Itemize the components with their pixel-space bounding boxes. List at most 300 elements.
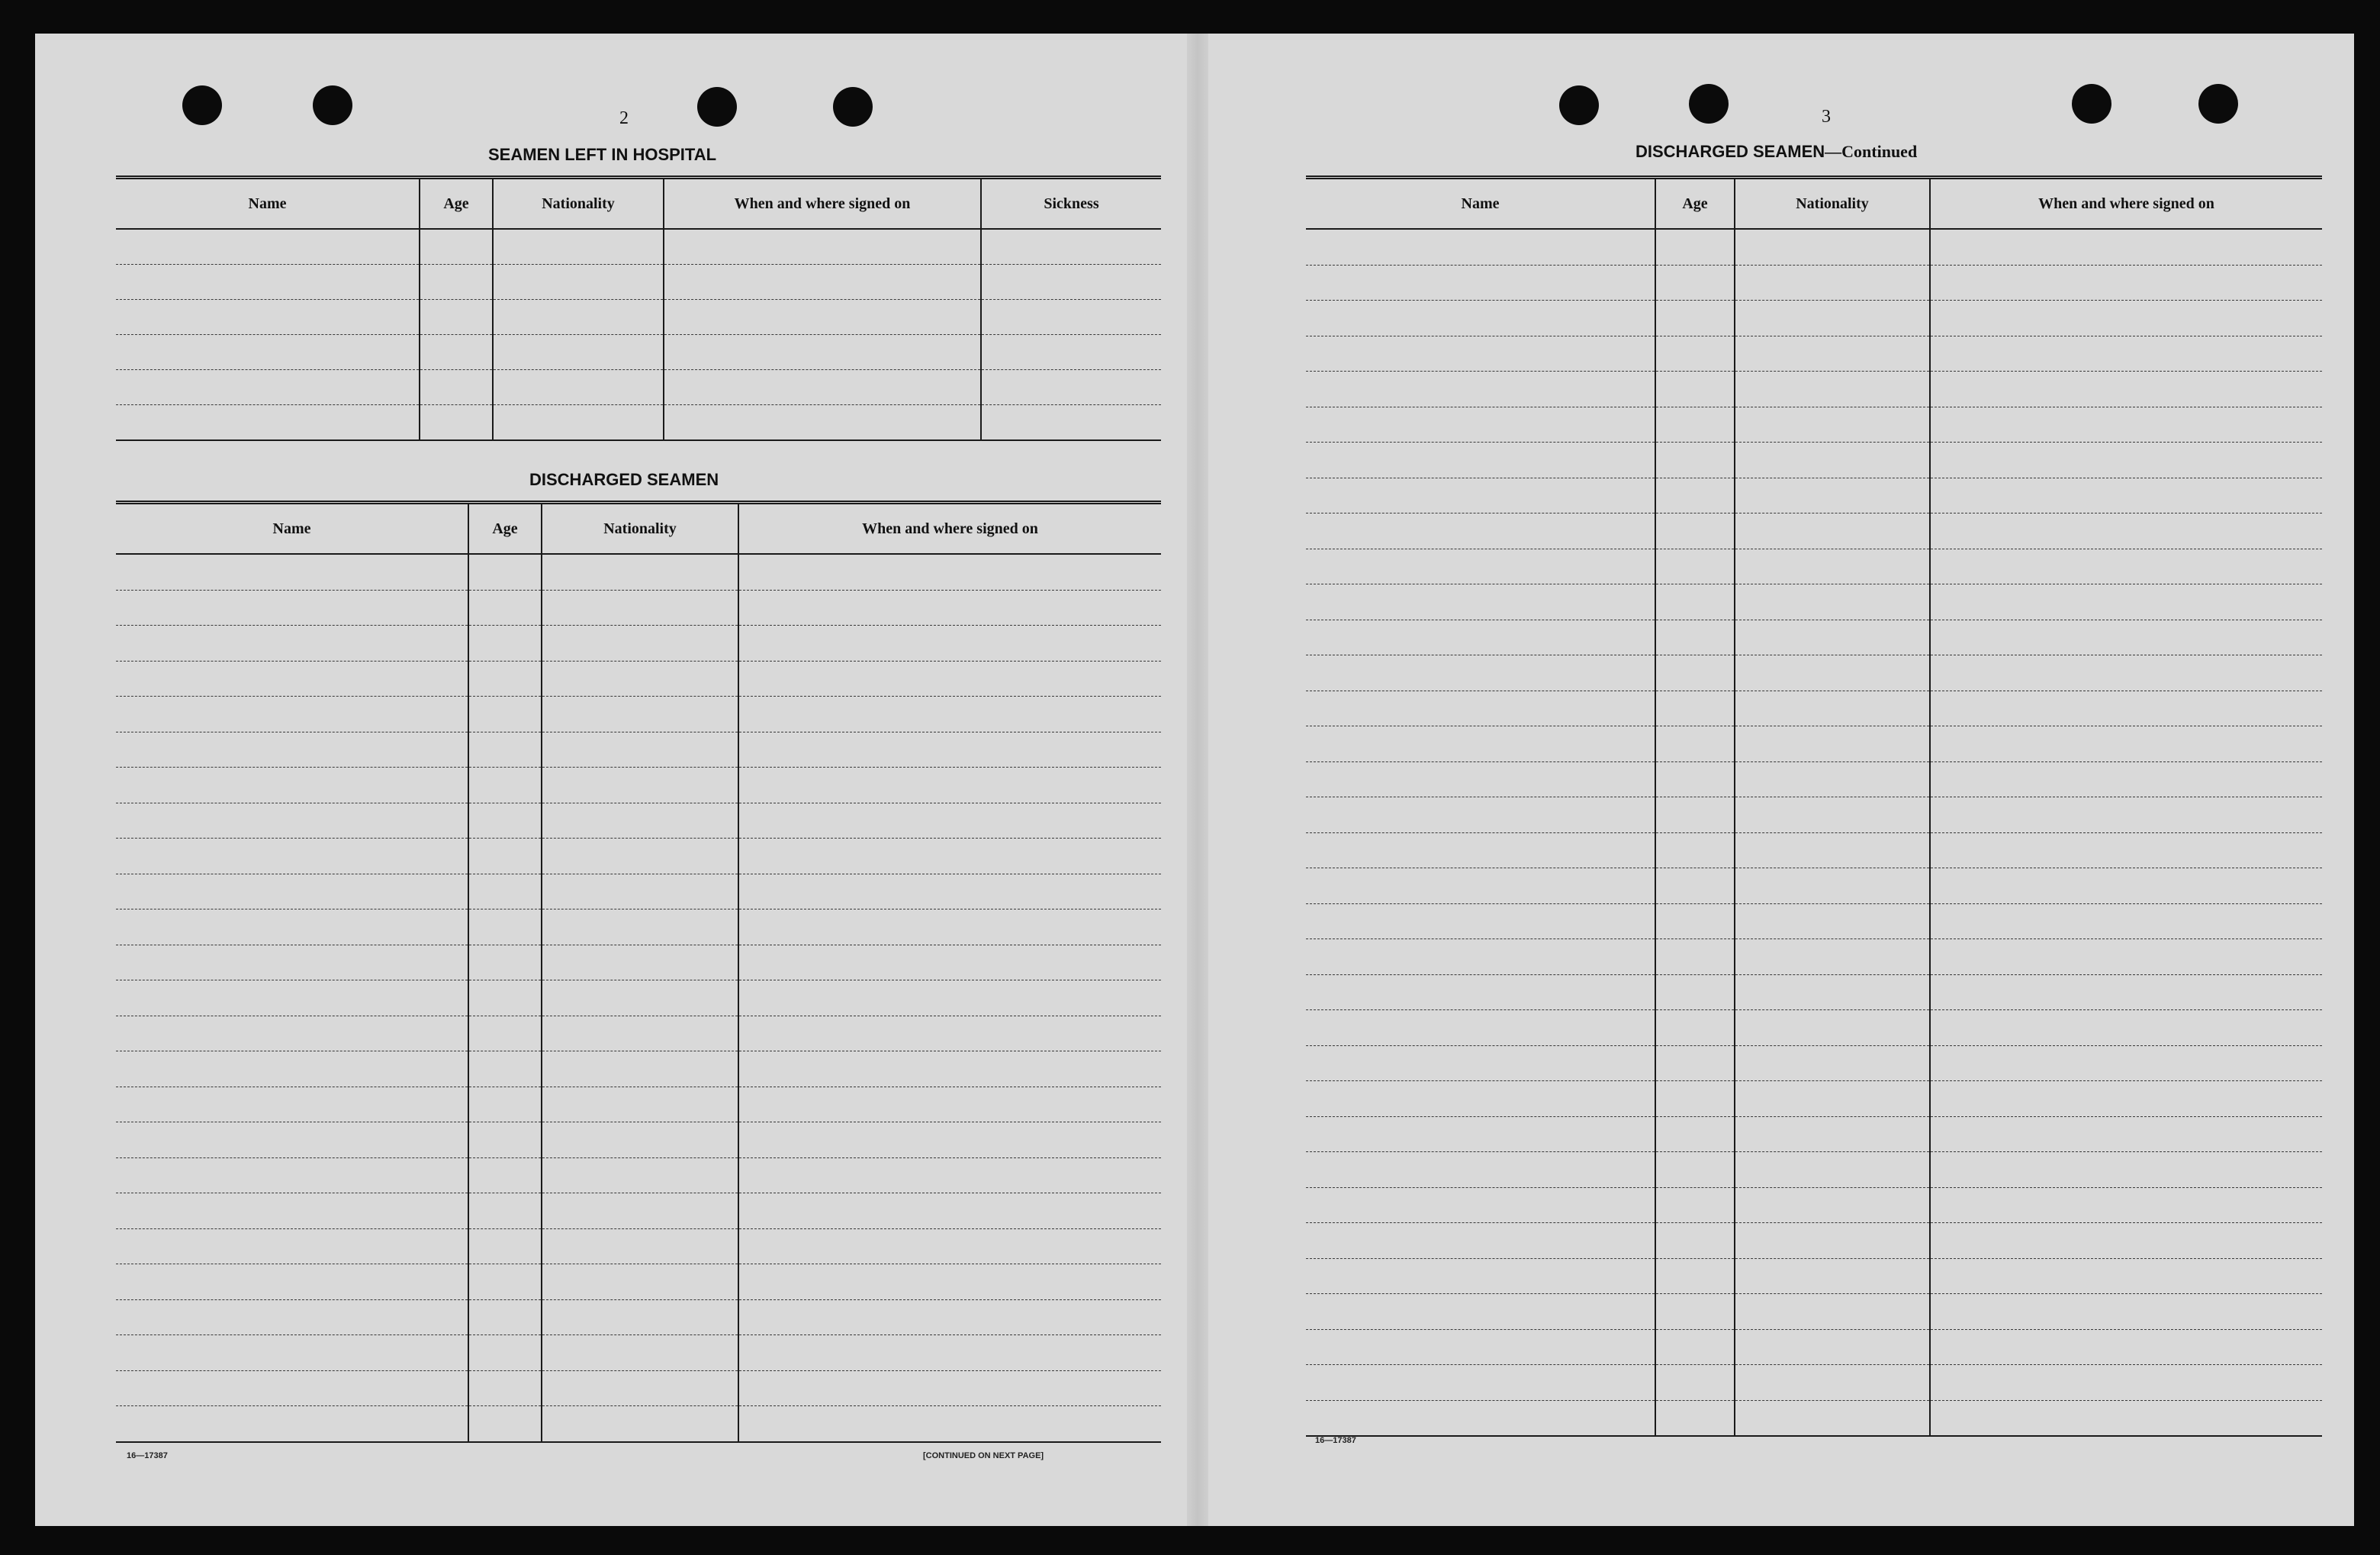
table-cell — [738, 1122, 1161, 1158]
table-cell — [1306, 1400, 1655, 1436]
table-cell — [116, 1370, 468, 1406]
table-cell — [1735, 726, 1930, 762]
table-row — [1306, 691, 2322, 726]
table-cell — [1735, 336, 1930, 372]
table-cell — [1306, 1152, 1655, 1188]
table-row — [1306, 1365, 2322, 1401]
table-cell — [1655, 1152, 1735, 1188]
table-cell — [1306, 797, 1655, 833]
table-cell — [1930, 1010, 2322, 1046]
table-row — [1306, 832, 2322, 868]
table-cell — [1735, 1116, 1930, 1152]
table-header-row — [116, 503, 1161, 555]
table-cell — [738, 1335, 1161, 1371]
table-cell — [1655, 868, 1735, 904]
table-cell — [1930, 726, 2322, 762]
table-cell — [1306, 903, 1655, 939]
table-row — [1306, 265, 2322, 301]
table-cell — [1306, 1365, 1655, 1401]
table-cell — [468, 661, 542, 697]
table-cell — [420, 229, 493, 265]
table-row — [1306, 761, 2322, 797]
table-cell — [981, 405, 1161, 441]
table-row — [1306, 1081, 2322, 1117]
table-cell — [493, 335, 664, 370]
table-cell — [1655, 514, 1735, 549]
table-cell — [1735, 974, 1930, 1010]
table-cell — [468, 980, 542, 1016]
table-row — [116, 768, 1161, 803]
table-row — [1306, 655, 2322, 691]
table-cell — [420, 370, 493, 405]
table-cell — [420, 405, 493, 441]
table-cell — [1735, 265, 1930, 301]
table-cell — [1930, 301, 2322, 336]
table-cell — [468, 1335, 542, 1371]
table-cell — [468, 1016, 542, 1051]
table-cell — [1655, 1045, 1735, 1081]
table-cell — [542, 1299, 738, 1335]
column-header-age: Age — [420, 178, 493, 230]
table-cell — [116, 405, 420, 441]
table-cell — [738, 697, 1161, 732]
table-row — [1306, 868, 2322, 904]
table-cell — [116, 370, 420, 405]
table-cell — [1306, 620, 1655, 655]
table-cell — [738, 554, 1161, 590]
table-row — [1306, 620, 2322, 655]
table-cell — [1306, 1187, 1655, 1223]
table-cell — [116, 874, 468, 909]
table-cell — [116, 945, 468, 980]
table-cell — [1930, 549, 2322, 584]
table-cell — [738, 1193, 1161, 1229]
table-cell — [116, 732, 468, 768]
table-row — [1306, 726, 2322, 762]
table-cell — [1306, 1294, 1655, 1330]
table-cell — [1735, 514, 1930, 549]
table-row — [1306, 797, 2322, 833]
table-cell — [1930, 1152, 2322, 1188]
table-cell — [738, 839, 1161, 874]
table-cell — [1655, 1329, 1735, 1365]
table-cell — [493, 265, 664, 300]
discharged-continued-title — [1635, 142, 1917, 162]
table-cell — [1655, 832, 1735, 868]
table-cell — [1306, 549, 1655, 584]
table-cell — [542, 839, 738, 874]
table-cell — [542, 554, 738, 590]
table-cell — [1735, 1223, 1930, 1259]
table-cell — [542, 1016, 738, 1051]
table-cell — [1735, 372, 1930, 407]
table-cell — [1655, 974, 1735, 1010]
table-cell — [116, 265, 420, 300]
column-header-nationality: Nationality — [1735, 178, 1930, 230]
table-cell — [116, 229, 420, 265]
table-cell — [468, 1299, 542, 1335]
table-cell — [1655, 1116, 1735, 1152]
table-cell — [1655, 903, 1735, 939]
table-row — [1306, 301, 2322, 336]
column-header-name: Name — [116, 178, 420, 230]
table-cell — [493, 405, 664, 441]
table-cell — [1735, 1365, 1930, 1401]
table-cell — [1655, 1223, 1735, 1259]
table-row — [1306, 939, 2322, 975]
table-cell — [468, 1264, 542, 1300]
table-cell — [468, 697, 542, 732]
table-cell — [1306, 301, 1655, 336]
table-cell — [468, 874, 542, 909]
table-cell — [1306, 868, 1655, 904]
table-cell — [1735, 1258, 1930, 1294]
table-cell — [1306, 265, 1655, 301]
table-cell — [1655, 620, 1735, 655]
table-cell — [1735, 584, 1930, 620]
hospital-table — [116, 175, 1161, 441]
table-cell — [1930, 1365, 2322, 1401]
table-cell — [468, 1406, 542, 1442]
table-cell — [420, 335, 493, 370]
table-cell — [1655, 1081, 1735, 1117]
table-cell — [468, 1051, 542, 1087]
table-cell — [1655, 407, 1735, 443]
table-cell — [468, 1122, 542, 1158]
table-cell — [542, 803, 738, 839]
left-page — [35, 34, 1187, 1526]
table-cell — [1930, 1081, 2322, 1117]
table-row — [116, 405, 1161, 441]
table-cell — [116, 839, 468, 874]
table-cell — [738, 803, 1161, 839]
table-cell — [420, 265, 493, 300]
table-cell — [116, 335, 420, 370]
column-header-signed-on: When and where signed on — [738, 503, 1161, 555]
table-cell — [116, 554, 468, 590]
table-cell — [1930, 974, 2322, 1010]
table-row — [116, 803, 1161, 839]
table-cell — [1735, 549, 1930, 584]
table-cell — [1306, 655, 1655, 691]
table-cell — [116, 1193, 468, 1229]
table-cell — [1735, 229, 1930, 265]
table-cell — [1306, 1081, 1655, 1117]
title-main: DISCHARGED SEAMEN — [1635, 142, 1825, 161]
table-cell — [542, 1406, 738, 1442]
continued-note: [CONTINUED ON NEXT PAGE] — [923, 1451, 1044, 1460]
table-row — [1306, 1258, 2322, 1294]
table-cell — [738, 1051, 1161, 1087]
table-cell — [1735, 939, 1930, 975]
table-cell — [664, 405, 981, 441]
column-header-name: Name — [116, 503, 468, 555]
table-cell — [1930, 1045, 2322, 1081]
table-cell — [1930, 903, 2322, 939]
table-cell — [1306, 1116, 1655, 1152]
table-cell — [738, 945, 1161, 980]
table-cell — [1930, 691, 2322, 726]
table-cell — [1655, 691, 1735, 726]
table-cell — [116, 1228, 468, 1264]
table-cell — [1930, 229, 2322, 265]
table-cell — [1306, 761, 1655, 797]
table-cell — [542, 626, 738, 662]
table-cell — [1306, 584, 1655, 620]
table-cell — [116, 1264, 468, 1300]
table-cell — [493, 370, 664, 405]
table-cell — [116, 661, 468, 697]
right-page — [1208, 34, 2354, 1526]
table-cell — [1655, 478, 1735, 514]
table-row — [116, 980, 1161, 1016]
table-cell — [468, 732, 542, 768]
table-cell — [1930, 1223, 2322, 1259]
table-cell — [1930, 620, 2322, 655]
table-cell — [1930, 1258, 2322, 1294]
table-cell — [1735, 903, 1930, 939]
table-cell — [116, 1051, 468, 1087]
table-cell — [542, 1264, 738, 1300]
table-cell — [738, 626, 1161, 662]
table-cell — [1655, 549, 1735, 584]
table-row — [1306, 1329, 2322, 1365]
table-row — [1306, 1010, 2322, 1046]
table-header-row — [116, 178, 1161, 230]
table-cell — [664, 335, 981, 370]
table-cell — [542, 768, 738, 803]
table-cell — [1655, 797, 1735, 833]
page-fold — [1187, 34, 1208, 1526]
table-cell — [1306, 229, 1655, 265]
table-row — [116, 1122, 1161, 1158]
table-cell — [1655, 761, 1735, 797]
table-cell — [1306, 514, 1655, 549]
table-cell — [1735, 1081, 1930, 1117]
table-cell — [468, 590, 542, 626]
table-cell — [664, 229, 981, 265]
table-cell — [738, 768, 1161, 803]
table-cell — [1930, 265, 2322, 301]
table-cell — [468, 1087, 542, 1122]
table-cell — [468, 803, 542, 839]
table-cell — [542, 590, 738, 626]
table-cell — [116, 626, 468, 662]
table-cell — [1655, 336, 1735, 372]
table-cell — [738, 1228, 1161, 1264]
table-row — [1306, 229, 2322, 265]
table-row — [116, 1370, 1161, 1406]
table-cell — [542, 1370, 738, 1406]
table-cell — [1735, 1152, 1930, 1188]
table-cell — [1306, 1223, 1655, 1259]
table-row — [1306, 974, 2322, 1010]
table-cell — [738, 590, 1161, 626]
table-cell — [542, 1335, 738, 1371]
table-cell — [981, 300, 1161, 335]
table-cell — [116, 697, 468, 732]
document-sheet — [35, 34, 2354, 1526]
table-cell — [1930, 1400, 2322, 1436]
table-cell — [468, 1228, 542, 1264]
table-cell — [1306, 1329, 1655, 1365]
table-cell — [1930, 1329, 2322, 1365]
table-cell — [1306, 372, 1655, 407]
table-cell — [116, 1157, 468, 1193]
table-cell — [116, 590, 468, 626]
table-cell — [1306, 974, 1655, 1010]
table-row — [116, 732, 1161, 768]
table-row — [116, 1264, 1161, 1300]
table-cell — [738, 874, 1161, 909]
table-cell — [664, 370, 981, 405]
table-row — [116, 1299, 1161, 1335]
form-number: 16—17387 — [1315, 1436, 1356, 1445]
table-row — [116, 1051, 1161, 1087]
table-cell — [542, 1122, 738, 1158]
table-row — [1306, 903, 2322, 939]
table-cell — [1735, 797, 1930, 833]
table-cell — [116, 768, 468, 803]
table-cell — [738, 661, 1161, 697]
table-row — [1306, 549, 2322, 584]
table-cell — [116, 909, 468, 945]
discharged-table — [116, 501, 1161, 1443]
table-cell — [1735, 478, 1930, 514]
table-cell — [468, 554, 542, 590]
table-cell — [116, 1406, 468, 1442]
table-cell — [981, 229, 1161, 265]
table-cell — [1735, 832, 1930, 868]
table-cell — [1930, 584, 2322, 620]
table-cell — [738, 1087, 1161, 1122]
table-cell — [1930, 372, 2322, 407]
table-cell — [1655, 726, 1735, 762]
table-row — [116, 1157, 1161, 1193]
discharged-section-title: DISCHARGED SEAMEN — [529, 470, 719, 489]
table-row — [1306, 1152, 2322, 1188]
table-cell — [493, 229, 664, 265]
table-cell — [468, 626, 542, 662]
table-cell — [1735, 1400, 1930, 1436]
table-row — [116, 1335, 1161, 1371]
table-row — [116, 1193, 1161, 1229]
table-row — [116, 1087, 1161, 1122]
table-row — [116, 661, 1161, 697]
table-cell — [981, 370, 1161, 405]
table-cell — [493, 300, 664, 335]
form-number: 16—17387 — [127, 1451, 168, 1460]
table-cell — [1735, 868, 1930, 904]
table-cell — [981, 265, 1161, 300]
table-row — [116, 697, 1161, 732]
column-header-signed-on: When and where signed on — [664, 178, 981, 230]
table-row — [1306, 1187, 2322, 1223]
table-row — [1306, 1223, 2322, 1259]
table-row — [116, 945, 1161, 980]
table-cell — [1930, 939, 2322, 975]
table-cell — [542, 980, 738, 1016]
table-row — [1306, 1116, 2322, 1152]
table-cell — [1306, 1258, 1655, 1294]
table-cell — [738, 1299, 1161, 1335]
table-cell — [542, 945, 738, 980]
table-cell — [468, 909, 542, 945]
column-header-signed-on: When and where signed on — [1930, 178, 2322, 230]
table-cell — [738, 732, 1161, 768]
table-cell — [542, 1051, 738, 1087]
table-row — [1306, 443, 2322, 478]
table-row — [116, 626, 1161, 662]
table-cell — [1735, 1010, 1930, 1046]
table-row — [1306, 584, 2322, 620]
table-cell — [1930, 1294, 2322, 1330]
table-cell — [1930, 868, 2322, 904]
table-cell — [116, 1087, 468, 1122]
table-cell — [1735, 620, 1930, 655]
table-cell — [1306, 407, 1655, 443]
table-cell — [1306, 336, 1655, 372]
table-cell — [1930, 336, 2322, 372]
table-row — [1306, 407, 2322, 443]
table-cell — [116, 1335, 468, 1371]
table-row — [1306, 1294, 2322, 1330]
table-row — [1306, 514, 2322, 549]
table-row — [1306, 372, 2322, 407]
table-cell — [1735, 1294, 1930, 1330]
table-cell — [116, 980, 468, 1016]
table-header-row — [1306, 178, 2322, 230]
table-row — [1306, 478, 2322, 514]
table-cell — [420, 300, 493, 335]
table-row — [116, 300, 1161, 335]
table-cell — [738, 909, 1161, 945]
column-header-nationality: Nationality — [542, 503, 738, 555]
table-row — [116, 265, 1161, 300]
table-cell — [468, 945, 542, 980]
table-row — [116, 229, 1161, 265]
table-cell — [542, 1193, 738, 1229]
table-cell — [1735, 407, 1930, 443]
table-row — [116, 909, 1161, 945]
table-cell — [116, 1299, 468, 1335]
table-row — [116, 335, 1161, 370]
table-cell — [116, 1122, 468, 1158]
table-cell — [1930, 797, 2322, 833]
column-header-name: Name — [1306, 178, 1655, 230]
table-row — [116, 554, 1161, 590]
table-cell — [738, 1264, 1161, 1300]
table-cell — [1655, 1258, 1735, 1294]
table-cell — [1930, 407, 2322, 443]
title-suffix: —Continued — [1825, 142, 1918, 161]
table-cell — [468, 768, 542, 803]
table-cell — [542, 732, 738, 768]
table-cell — [1655, 939, 1735, 975]
table-row — [116, 1228, 1161, 1264]
table-cell — [1306, 478, 1655, 514]
table-cell — [1735, 301, 1930, 336]
table-row — [116, 370, 1161, 405]
table-cell — [1930, 761, 2322, 797]
table-cell — [1655, 584, 1735, 620]
table-cell — [1735, 691, 1930, 726]
column-header-age: Age — [1655, 178, 1735, 230]
table-cell — [1735, 655, 1930, 691]
table-cell — [1735, 1329, 1930, 1365]
table-cell — [116, 803, 468, 839]
table-cell — [542, 909, 738, 945]
